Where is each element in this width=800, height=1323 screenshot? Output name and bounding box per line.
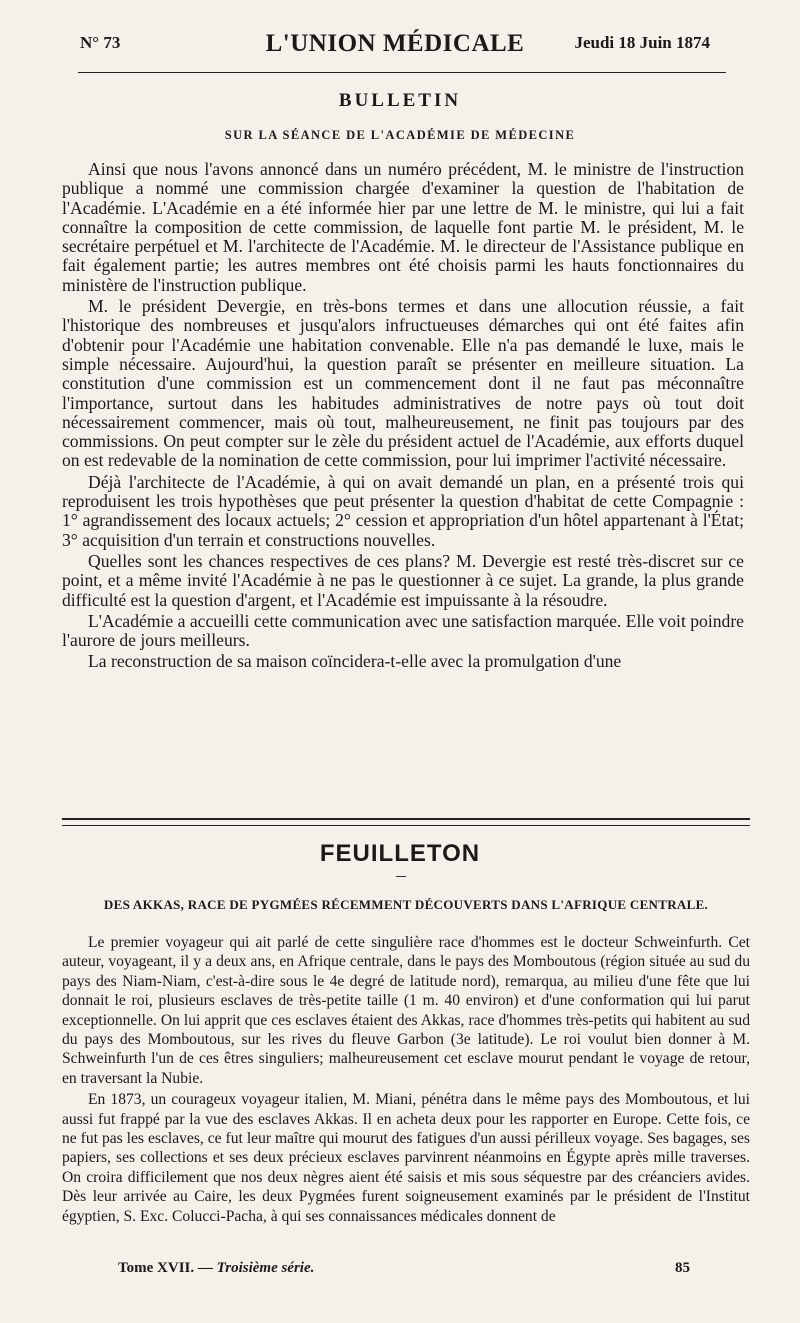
paragraph: La reconstruction de sa maison coïncidera-t-elle avec la promulgation d'une (88, 651, 622, 672)
page-footer (118, 1260, 690, 1280)
feuilleton-body (62, 933, 750, 1228)
page-header (80, 30, 710, 63)
page-number: 85 (675, 1260, 690, 1276)
bulletin-title: BULLETIN (338, 90, 462, 111)
header-rule (78, 72, 726, 73)
section-divider (62, 818, 750, 826)
paragraph: Quelles sont les chances respectives de ces plans? M. Devergie est resté très-discret sur ce point, et a même invité l'Académie à ne pas le questionner à ce sujet. La grande, la plus grande difficulté est la question d'argent, et l'Académie est impuissante à la résoudre. (62, 550, 744, 610)
journal-title: L'UNION MÉDICALE (265, 30, 525, 57)
paragraph: Ainsi que nous l'avons annoncé dans un numéro précédent, M. le ministre de l'instruction publique a nommé une commission chargée d'examiner la question de l'habitation de l'Académie. L'Académie en a été informée hier par une lettre de M. le ministre, qui lui a fait connaître la composition de cette commission, de laquelle font partie M. le président, M. le secrétaire perpétuel et M. l'architecte de l'Académie. M. le directeur de l'Assistance publique en fait également partie; les autres membres ont été choisis parmi les hauts fonctionnaires du ministère de l'instruction publique. (62, 159, 744, 295)
bulletin-subtitle: SUR LA SÉANCE DE L'ACADÉMIE DE MÉDECINE (224, 128, 576, 142)
issue-number: N° 73 (80, 33, 121, 52)
paragraph: Le premier voyageur qui ait parlé de cette singulière race d'hommes est le docteur Schweinfurth. Cet auteur, voyageant, il y a deux ans, en Afrique centrale, dans le pays des Momboutous (région située au sud du pays des Niam-Niam, c'est-à-dire sous le 4e degré de latitude nord), remarqua, au milieu d'une fête que lui donnait le roi, plusieurs esclaves de très-petite taille (1 m. 40 environ) et d'une conformation qui lui parut exceptionnelle. On lui apprit que ces esclaves étaient des Akkas, race d'hommes très-petits qui habitent au sud du pays des Momboutous, sur les rives du fleuve Garbon (3e latitude). Le roi voulut bien donner à M. Schweinfurth l'un de ces êtres singuliers; malheureusement cet esclave mourut pendant le voyage de retour, en traversant la Nubie. (62, 934, 750, 1087)
feuilleton-subtitle: DES AKKAS, RACE DE PYGMÉES RÉCEMMENT DÉCOUVERTS DANS L'AFRIQUE CENTRALE. (103, 897, 709, 912)
feuilleton-title: FEUILLETON (319, 840, 481, 867)
issue-date: Jeudi 18 Juin 1874 (574, 33, 710, 52)
volume-text: Tome XVII. — (118, 1260, 217, 1276)
paragraph: Déjà l'architecte de l'Académie, à qui on avait demandé un plan, en a présenté trois qui reproduisent les trois hypothèses que peut présenter la question d'habitat de cette Compagnie : 1° agrandissement des locaux actuels; 2° cession et appropriation d'un hôtel appartenant à l'État; 3° acquisition d'un terrain et constructions nouvelles. (62, 471, 744, 550)
volume-label (118, 1260, 314, 1277)
title-dash (396, 876, 406, 877)
paragraph: M. le président Devergie, en très-bons termes et dans une allocution réussie, a fait l'historique des nombreuses et jusqu'alors infructueuses démarches qui ont été faites afin d'obtenir pour l'Académie une habitation convenable. Elle n'a pas demandé le luxe, mais le simple nécessaire. Aujourd'hui, la question paraît se présenter en meilleure situation. La constitution d'une commission est un commencement dont il ne faut pas méconnaître l'importance, surtout dans les habitudes administratives de notre pays où tout doit nécessairement commencer, mais où tout, malheureusement, ne finit pas toujours par des commissions. On peut compter sur le zèle du président actuel de l'Académie, aux efforts duquel on est redevable de la nomination de cette commission, pour lui imprimer l'activité nécessaire. (62, 296, 744, 471)
paragraph: En 1873, un courageux voyageur italien, M. Miani, pénétra dans le même pays des Momboutous, et lui aussi fut frappé par la vue des esclaves Akkas. Il en acheta deux pour les rapporter en Europe. Cette fois, ce ne fut pas les esclaves, ce fut leur maître qui mourut des fatigues d'un aussi périlleux voyage. Ses bagages, ses papiers, ses collections et ses deux précieux esclaves parvinrent néanmoins en Égypte après mille traverses. On croira difficilement que nos deux nègres aient été saisis et mis sous séquestre par des créanciers avides. Dès leur arrivée au Caire, les deux Pygmées furent soigneusement examinés par le président de l'Institut égyptien, S. Exc. Colucci-Pacha, à qui ses connaissances médicales donnent de (62, 1091, 750, 1225)
series-label: Troisième série. (216, 1260, 315, 1276)
bulletin-body (62, 160, 744, 674)
paragraph: L'Académie a accueilli cette communication avec une satisfaction marquée. Elle voit poindre l'aurore de jours meilleurs. (62, 610, 744, 651)
